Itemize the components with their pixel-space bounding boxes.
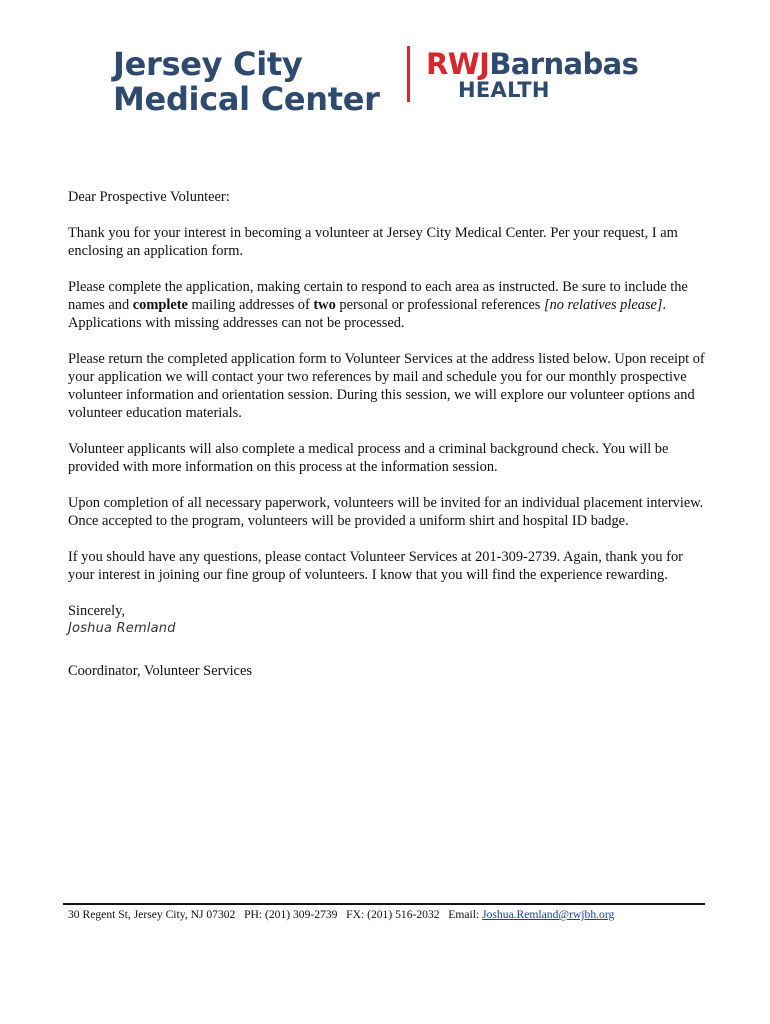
jersey-city-medical-center-logo	[113, 47, 380, 117]
footer-address: 30 Regent St, Jersey City, NJ 07302	[68, 908, 236, 921]
footer-fax: FX: (201) 516-2032	[346, 908, 440, 921]
closing: Sincerely,	[68, 603, 126, 619]
logo-health: HEALTH	[458, 78, 550, 102]
logo-line-2: Medical Center	[113, 80, 380, 118]
paragraph-3: Please return the completed application form to Volunteer Services at the address listed below. Upon receipt of your application we will contact your two references by mail and schedule you for our monthly prospective volunteer information and orientation session. During this session, we will explore our volunteer options and volunteer education materials.	[68, 351, 705, 421]
p2-text-2: mailing addresses of	[187, 297, 314, 313]
footer-phone: PH: (201) 309-2739	[244, 908, 338, 921]
signer-title: Coordinator, Volunteer Services	[68, 663, 252, 679]
paragraph-1: Thank you for your interest in becoming a volunteer at Jersey City Medical Center. Per your request, I am enclosing an application form.	[68, 225, 678, 259]
p2-bold-two: two	[313, 297, 336, 313]
logo-line-1: Jersey City	[113, 45, 303, 83]
paragraph-4: Volunteer applicants will also complete a medical process and a criminal background check. You will be provided with more information on this process at the information session.	[68, 441, 669, 475]
p2-italic-no-relatives: [no relatives please]	[543, 297, 663, 313]
footer-divider	[63, 903, 705, 905]
p2-text-4: . Applications with missing addresses can not be processed.	[68, 297, 667, 331]
paragraph-2	[68, 278, 708, 332]
p2-text-1: Please complete the application, making certain to respond to each area as instructed. Be sure to include the names and	[68, 279, 688, 313]
paragraph-5: Upon completion of all necessary paperwork, volunteers will be invited for an individual placement interview. Once accepted to the program, volunteers will be provided a uniform shirt and hospital ID badge.	[68, 495, 704, 529]
logo-barnabas: Barnabas	[489, 47, 639, 81]
p2-text-3: personal or professional references	[335, 297, 544, 313]
p2-bold-complete: complete	[132, 297, 188, 313]
footer-email-label: Email:	[448, 908, 480, 921]
letter-body	[68, 188, 708, 680]
salutation: Dear Prospective Volunteer:	[68, 189, 230, 205]
signature: Joshua Remland	[68, 621, 176, 636]
footer-email-link[interactable]: Joshua.Remland@rwjbh.org	[482, 908, 615, 921]
rwjbarnabas-logo	[426, 48, 638, 80]
logo-rwj: RWJ	[426, 47, 490, 81]
logo-divider	[407, 46, 410, 102]
paragraph-6: If you should have any questions, please contact Volunteer Services at 201-309-2739. Again, thank you for your interest in joining our fine group of volunteers. I know that you will find the experience rewarding.	[68, 549, 683, 583]
footer	[68, 908, 614, 921]
